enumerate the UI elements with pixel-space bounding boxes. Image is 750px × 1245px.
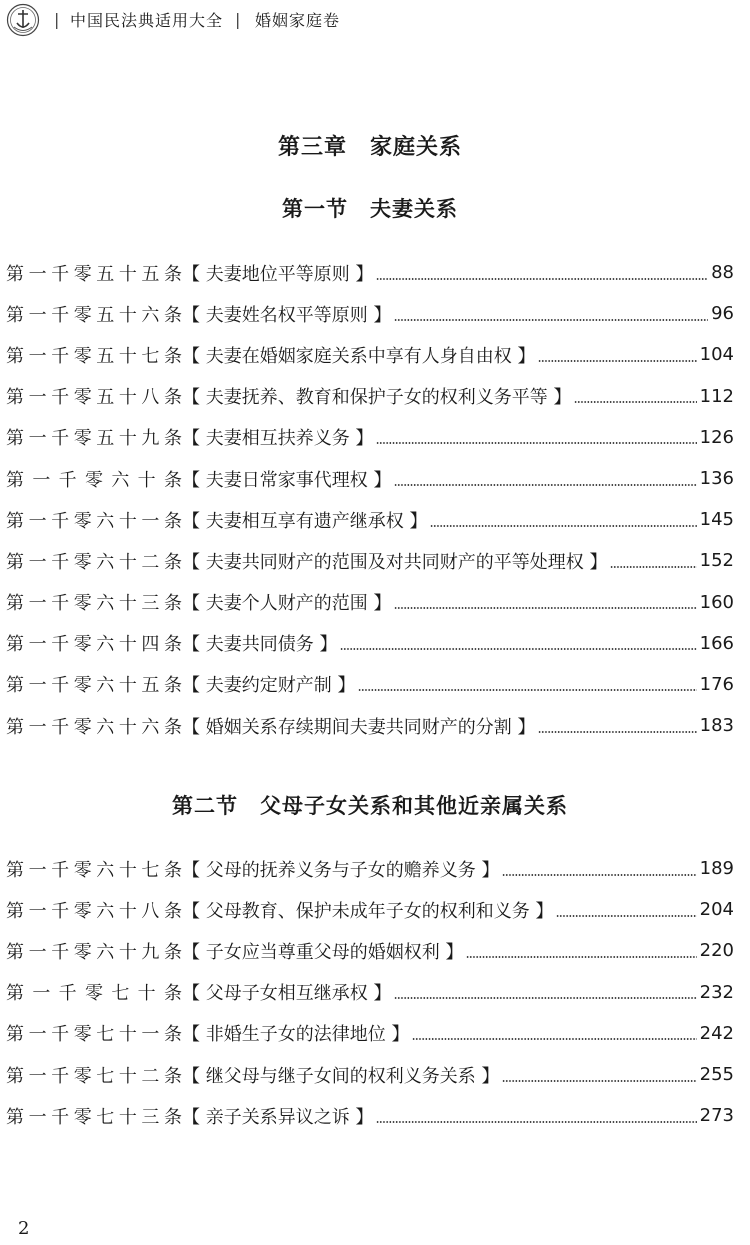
toc-page-number: 176	[699, 673, 734, 695]
article-number: 第 一 千 零 七 十 二 条	[6, 1065, 182, 1087]
toc-page-number: 189	[699, 858, 734, 880]
page-number: 2	[18, 1218, 30, 1239]
section-title: 第一节 夫妻关系	[282, 196, 458, 221]
toc-entry[interactable]	[6, 1054, 734, 1095]
dot-leader	[394, 996, 696, 1000]
dot-leader	[430, 524, 696, 528]
toc-entry[interactable]	[6, 930, 734, 971]
toc-page-number: 104	[699, 344, 734, 366]
article-number: 第 一 千 零 六 十 一 条	[6, 510, 182, 532]
court-emblem-icon	[6, 3, 40, 37]
dot-leader	[376, 441, 696, 445]
toc-page-number: 220	[699, 940, 734, 962]
article-number: 第 一 千 零 六 十 三 条	[6, 593, 182, 615]
article-number: 第 一 千 零 五 十 六 条	[6, 304, 182, 326]
toc-entry[interactable]	[6, 540, 734, 581]
toc-page-number: 166	[699, 632, 734, 654]
toc-page-number: 242	[699, 1022, 734, 1044]
toc-page-number: 126	[699, 426, 734, 448]
article-number: 第 一 千 零 六 十 条	[6, 469, 182, 491]
toc-page-number: 183	[699, 715, 734, 737]
article-title: 【 夫妻约定财产制 】	[182, 675, 356, 697]
toc-list	[6, 848, 734, 1136]
toc-page-number: 152	[699, 550, 734, 572]
toc-entry[interactable]	[6, 848, 734, 889]
article-number: 第 一 千 零 七 十 三 条	[6, 1106, 182, 1128]
article-number: 第 一 千 零 六 十 八 条	[6, 900, 182, 922]
dot-leader	[610, 565, 696, 569]
article-title: 【 夫妻相互享有遗产继承权 】	[182, 510, 428, 532]
article-number: 第 一 千 零 五 十 八 条	[6, 387, 182, 409]
article-number: 第 一 千 零 六 十 五 条	[6, 675, 182, 697]
toc-page-number: 88	[711, 262, 734, 284]
toc-page-number: 112	[699, 385, 734, 407]
article-title: 【 父母子女相互继承权 】	[182, 983, 392, 1005]
toc-entry[interactable]	[6, 972, 734, 1013]
article-title: 【 继父母与继子女间的权利义务关系 】	[182, 1065, 500, 1087]
article-title: 【 夫妻相互扶养义务 】	[182, 428, 374, 450]
chapter-title: 第三章 家庭关系	[277, 134, 462, 160]
toc-entry[interactable]	[6, 623, 734, 664]
article-number: 第 一 千 零 六 十 四 条	[6, 634, 182, 656]
article-title: 【 父母的抚养义务与子女的赡养义务 】	[182, 859, 500, 881]
toc-entry[interactable]	[6, 293, 734, 334]
dot-leader	[358, 688, 696, 692]
article-title: 【 夫妻姓名权平等原则 】	[182, 304, 392, 326]
article-number: 第 一 千 零 五 十 五 条	[6, 263, 182, 285]
article-number: 第 一 千 零 五 十 九 条	[6, 428, 182, 450]
dot-leader	[502, 873, 696, 877]
toc-page-number: 136	[699, 468, 734, 490]
section-title: 第二节 父母子女关系和其他近亲属关系	[172, 793, 568, 818]
header-separator: |	[235, 10, 241, 29]
dot-leader	[376, 277, 708, 281]
article-title: 【 夫妻抚养、教育和保护子女的权利义务平等 】	[182, 387, 572, 409]
dot-leader	[376, 1120, 696, 1124]
toc-page-number: 160	[699, 591, 734, 613]
toc-entry[interactable]	[6, 334, 734, 375]
dot-leader	[394, 606, 696, 610]
article-number: 第 一 千 零 六 十 九 条	[6, 941, 182, 963]
article-title: 【 父母教育、保护未成年子女的权利和义务 】	[182, 900, 554, 922]
article-title: 【 子女应当尊重父母的婚姻权利 】	[182, 941, 464, 963]
article-number: 第 一 千 零 七 十 条	[6, 983, 182, 1005]
article-number: 第 一 千 零 六 十 二 条	[6, 551, 182, 573]
dot-leader	[574, 400, 696, 404]
header-separator: |	[54, 10, 60, 29]
toc-page-number: 232	[699, 981, 734, 1003]
toc-list	[6, 252, 734, 746]
toc-page-number: 255	[699, 1064, 734, 1086]
book-title: 中国民法典适用大全	[70, 11, 224, 30]
article-title: 【 夫妻在婚姻家庭关系中享有人身自由权 】	[182, 345, 536, 367]
volume-title: 婚姻家庭卷	[255, 11, 341, 30]
article-title: 【 夫妻共同财产的范围及对共同财产的平等处理权 】	[182, 551, 608, 573]
toc-entry[interactable]	[6, 582, 734, 623]
article-title: 【 亲子关系异议之诉 】	[182, 1106, 374, 1128]
page-header	[0, 0, 750, 40]
article-title: 【 夫妻个人财产的范围 】	[182, 593, 392, 615]
dot-leader	[394, 318, 708, 322]
toc-entry[interactable]	[6, 376, 734, 417]
toc-entry[interactable]	[6, 705, 734, 746]
dot-leader	[340, 647, 696, 651]
article-title: 【 非婚生子女的法律地位 】	[182, 1024, 410, 1046]
dot-leader	[502, 1079, 696, 1083]
article-number: 第 一 千 零 六 十 六 条	[6, 716, 182, 738]
toc-entry[interactable]	[6, 889, 734, 930]
dot-leader	[556, 914, 696, 918]
article-title: 【 夫妻地位平等原则 】	[182, 263, 374, 285]
dot-leader	[538, 730, 696, 734]
article-number: 第 一 千 零 五 十 七 条	[6, 345, 182, 367]
dot-leader	[466, 955, 696, 959]
toc-entry[interactable]	[6, 417, 734, 458]
dot-leader	[538, 359, 696, 363]
toc-entry[interactable]	[6, 458, 734, 499]
toc-entry[interactable]	[6, 252, 734, 293]
toc-entry[interactable]	[6, 1095, 734, 1136]
toc-entry[interactable]	[6, 1013, 734, 1054]
article-number: 第 一 千 零 七 十 一 条	[6, 1024, 182, 1046]
article-title: 【 夫妻共同债务 】	[182, 634, 338, 656]
toc-page-number: 204	[699, 899, 734, 921]
dot-leader	[412, 1037, 696, 1041]
article-number: 第 一 千 零 六 十 七 条	[6, 859, 182, 881]
article-title: 【 夫妻日常家事代理权 】	[182, 469, 392, 491]
toc-page-number: 273	[699, 1105, 734, 1127]
toc-entry[interactable]	[6, 499, 734, 540]
article-title: 【 婚姻关系存续期间夫妻共同财产的分割 】	[182, 716, 536, 738]
toc-page-number: 145	[699, 509, 734, 531]
toc-entry[interactable]	[6, 664, 734, 705]
toc-page-number: 96	[711, 303, 734, 325]
dot-leader	[394, 483, 696, 487]
